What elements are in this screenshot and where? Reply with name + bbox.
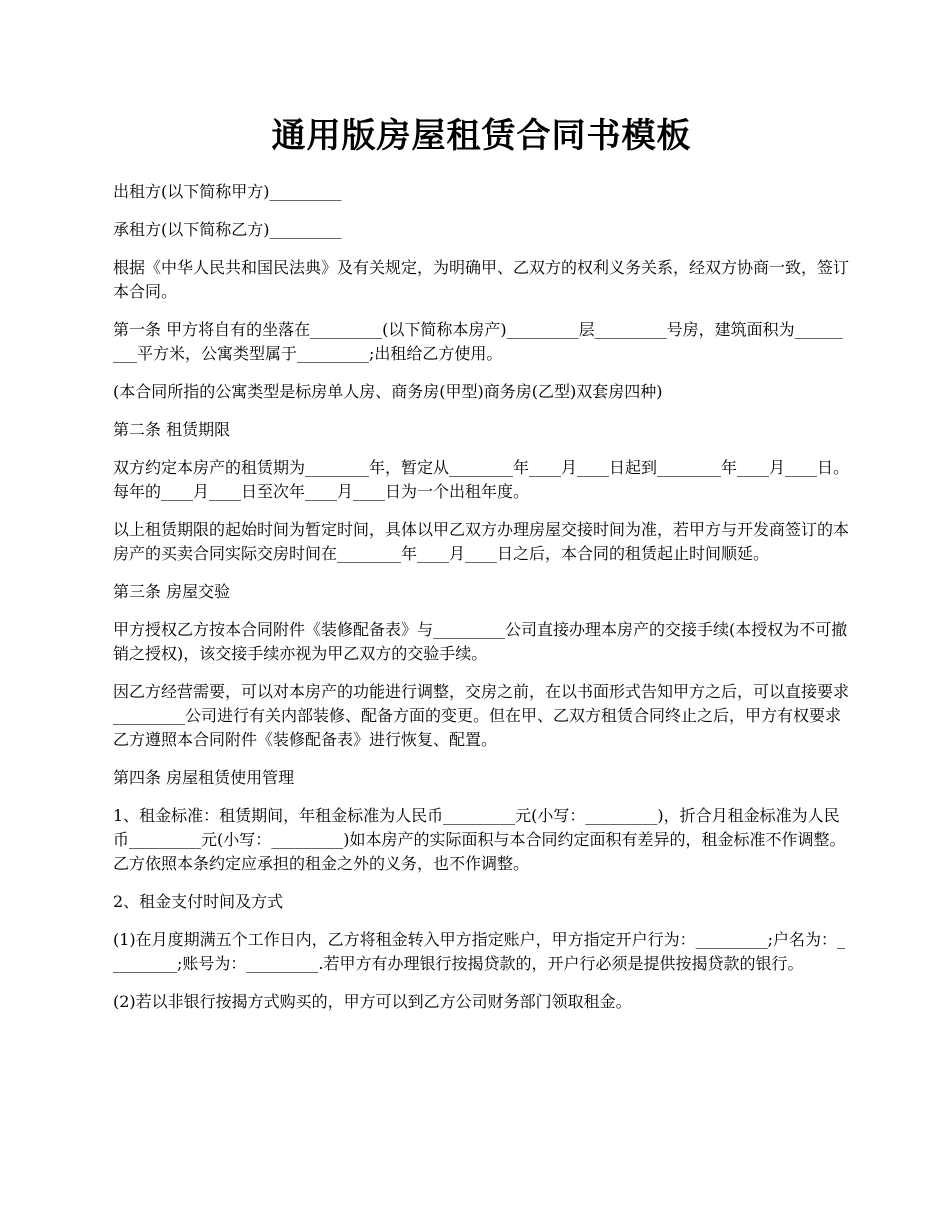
rent-standard-paragraph: 1、租金标准：租赁期间，年租金标准为人民币_________元(小写：_________)，折合月租金标准为人民币_________元(小写：_________)如本房产的实际面积与本合同约定面积有差异的，租金标准不作调整。乙方依照本条约定应承担的租金之外的义务，也不作调整。 — [113, 806, 846, 873]
document-body — [113, 180, 850, 1028]
function-adjustment-paragraph: 因乙方经营需要，可以对本房产的功能进行调整，交房之前，在以书面形式告知甲方之后，可以直接要求_________公司进行有关内部装修、配备方面的变更。但在甲、乙双方租赁合同终止之后，甲方有权要求乙方遵照本合同附件《装修配备表》进行恢复、配置。 — [113, 682, 850, 749]
article-4-heading: 第四条 房屋租赁使用管理 — [113, 768, 295, 787]
preamble-paragraph: 根据《中华人民共和国民法典》及有关规定，为明确甲、乙双方的权利义务关系，经双方协商一致，签订本合同。 — [113, 258, 850, 301]
article-3-heading: 第三条 房屋交验 — [113, 582, 231, 601]
payment-method-2-paragraph: (2)若以非银行按揭方式购买的，甲方可以到乙方公司财务部门领取租金。 — [113, 992, 632, 1011]
lessor-line: 出租方(以下简称甲方)_________ — [113, 182, 342, 201]
lessee-line: 承租方(以下简称乙方)_________ — [113, 220, 342, 239]
document-title: 通用版房屋租赁合同书模板 — [271, 116, 692, 156]
rent-payment-heading: 2、租金支付时间及方式 — [113, 892, 284, 911]
handover-paragraph: 甲方授权乙方按本合同附件《装修配备表》与_________公司直接办理本房产的交接手续(本授权为不可撤销之授权)，该交接手续亦视为甲乙双方的交验手续。 — [113, 620, 848, 663]
article-1-paragraph: 第一条 甲方将自有的坐落在_________(以下简称本房产)_________层_________号房，建筑面积为_________平方米，公寓类型属于_________;出租给乙方使用。 — [113, 320, 843, 363]
lease-start-paragraph: 以上租赁期限的起始时间为暂定时间，具体以甲乙双方办理房屋交接时间为准，若甲方与开发商签订的本房产的买卖合同实际交房时间在________年____月____日之后，本合同的租赁起止时间顺延。 — [113, 520, 850, 563]
article-2-heading: 第二条 租赁期限 — [113, 420, 231, 439]
apartment-type-note: (本合同所指的公寓类型是标房单人房、商务房(甲型)商务房(乙型)双套房四种) — [113, 382, 663, 401]
lease-term-paragraph: 双方约定本房产的租赁期为________年，暂定从________年____月____日起到________年____月____日。每年的____月____日至次年____月____日为一个出租年度。 — [113, 458, 850, 501]
payment-method-1-paragraph: (1)在月度期满五个工作日内，乙方将租金转入甲方指定账户，甲方指定开户行为：_________;户名为：_________;账号为：_________.若甲方有办理银行按揭贷款的，开户行必须是提供按揭贷款的银行。 — [113, 930, 846, 973]
